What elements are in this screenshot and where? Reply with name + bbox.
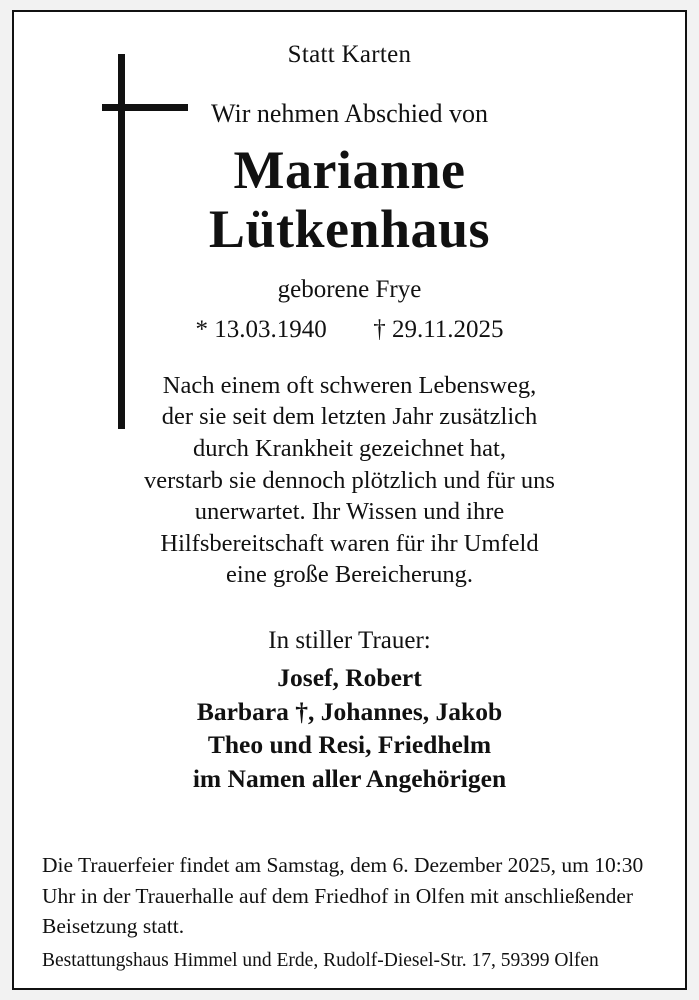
mourners-line: Josef, Robert: [277, 662, 422, 692]
life-dates: [14, 316, 685, 344]
eulogy-text: [14, 370, 685, 591]
mourners-list: [14, 661, 685, 796]
death-date: † 29.11.2025: [373, 315, 504, 343]
eulogy-line: durch Krankheit gezeichnet hat,: [193, 435, 506, 462]
obituary-content: [14, 12, 685, 796]
deceased-name: [14, 141, 685, 258]
mourners-line: Theo und Resi, Friedhelm: [207, 730, 492, 760]
mourners-line: Barbara †, Johannes, Jakob: [196, 696, 503, 726]
birth-date: * 13.03.1940: [195, 315, 327, 343]
undertaker-information: Bestattungshaus Himmel und Erde, Rudolf-Diesel-Str. 17, 59399 Olfen: [42, 950, 599, 971]
eulogy-line: eine große Bereicherung.: [226, 561, 473, 589]
farewell-intro: Wir nehmen Abschied von: [211, 99, 488, 128]
service-information: Die Trauerfeier findet am Samstag, dem 6. Dezember 2025, um 10:30 Uhr in der Trauerhalle auf dem Friedhof in Olfen mit anschließender Beisetzung statt.: [42, 853, 644, 939]
statt-karten-line: Statt Karten: [287, 41, 412, 68]
mourning-intro: In stiller Trauer:: [268, 626, 431, 654]
mourners-line: im Namen aller Angehörigen: [192, 763, 507, 793]
obituary-notice-card: [12, 10, 687, 990]
deceased-first-name: Marianne: [233, 140, 466, 201]
eulogy-line: verstarb sie dennoch plötzlich und für uns: [144, 466, 555, 494]
maiden-name: geborene Frye: [277, 275, 422, 303]
eulogy-line: der sie seit dem letzten Jahr zusätzlich: [161, 403, 538, 431]
deceased-last-name: Lütkenhaus: [208, 198, 491, 259]
eulogy-line: Nach einem oft schweren Lebensweg,: [162, 371, 537, 399]
eulogy-line: unerwartet. Ihr Wissen und ihre: [194, 498, 505, 526]
eulogy-line: Hilfsbereitschaft waren für ihr Umfeld: [160, 529, 539, 557]
